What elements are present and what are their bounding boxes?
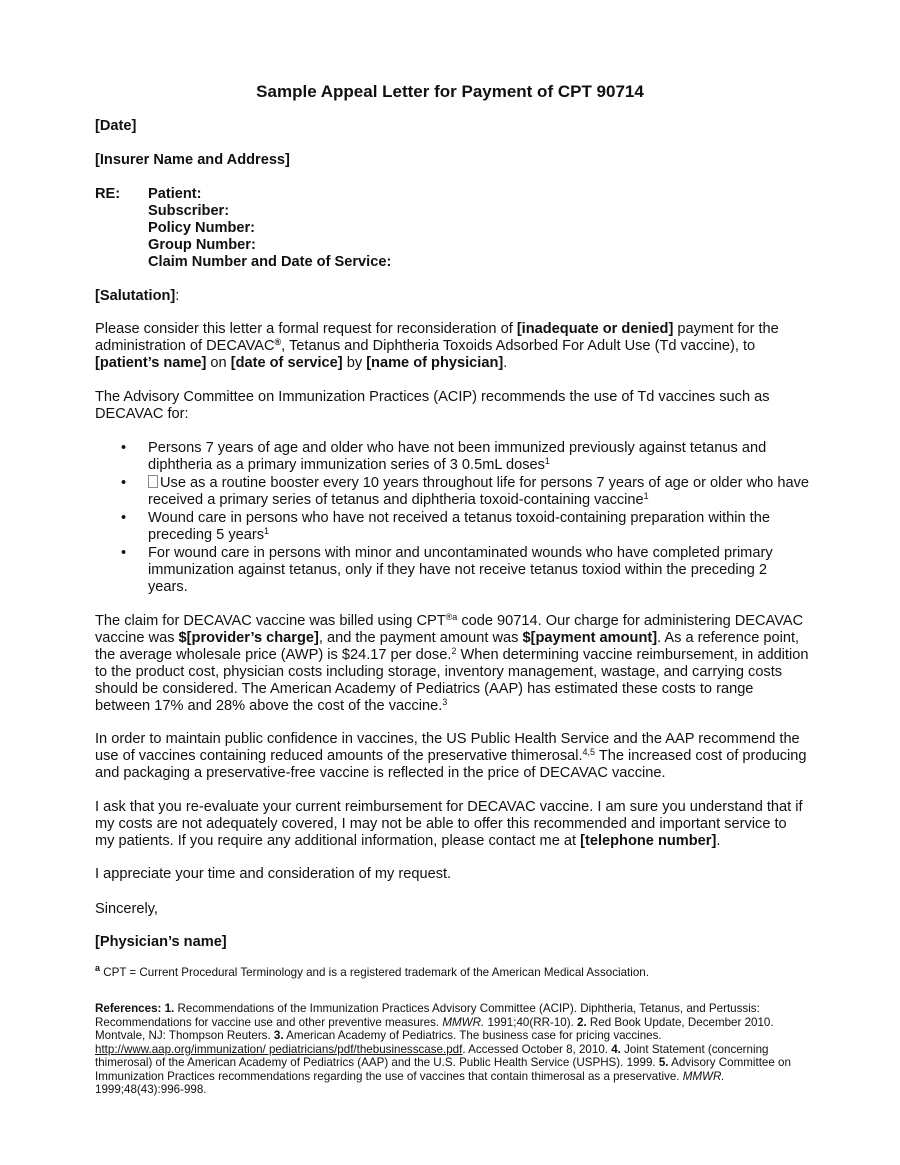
paragraph-acip: The Advisory Committee on Immunization Practices (ACIP) recommends the use of Td vaccines such as DECAVAC for: [95, 389, 770, 422]
physician-name-placeholder: [name of physician] [366, 355, 504, 371]
re-field-policy-number: Policy Number: [148, 220, 256, 236]
paragraph-billing: The claim for DECAVAC vaccine was billed using $CPT^{®a}$ code 90714. Our charge for administering DECAVAC vaccine was $[provider’s charge], and the payment amount was $[payment amount]. As a reference point, the average wholesale price (AWP) is $24.17 per dose.$^2$ When determining vaccine reimbursement, in addition to the product cost, physician costs including storage, inventory management, wastage, and carrying costs should be considered. The American Academy of Pediatrics (AAP) has estimated these costs to range between 17% and 28% above the cost of the vaccine.$^3$ [95, 612, 809, 714]
patient-name-placeholder: [patient’s name] [95, 355, 207, 371]
payment-status-placeholder: [inadequate or denied] [516, 321, 674, 337]
re-label: RE: [95, 186, 121, 202]
paragraph-thimerosal: In order to maintain public confidence in vaccines, the US Public Health Service and the AAP recommend the use of vaccines containing reduced amounts of the preservative thimerosal.$^{4,5}$ The increased cost of producing and packaging a preservative-free vaccine is reflected in the price of DECAVAC vaccine. [95, 731, 807, 781]
bullet-icon: • [121, 510, 127, 526]
salutation-placeholder: [Salutation] [95, 288, 176, 304]
reference-link[interactable]: http://www.aap.org/immunization/ pediatricians/pdf/thebusinesscase.pdf [95, 1042, 463, 1056]
date-of-service-placeholder: [date of service] [230, 355, 343, 371]
footnote: $^a$ CPT = Current Procedural Terminology and is a registered trademark of the American Medical Association. [95, 963, 649, 979]
salutation: [Salutation]: [95, 288, 180, 304]
re-field-subscriber: Subscriber: [148, 203, 230, 219]
paragraph-reevaluate: I ask that you re-evaluate your current reimbursement for DECAVAC vaccine. I am sure you understand that if my costs are not adequately covered, I may not be able to offer this recommended and important service to my patients. If you require any additional information, please contact me at [telephone number]. [95, 799, 803, 849]
telephone-placeholder: [telephone number] [580, 833, 717, 849]
references: References: 1. Recommendations of the Immunization Practices Advisory Committee (ACIP). Diphtheria, Tetanus, and Pertussis: Recommendations for vaccine use and other preventive measures. MMWR. 1991;40(RR-10). 2. Red Book Update, December 2010. Montvale, NJ: Thompson Reuters. 3. American Academy of Pediatrics. The business case for pricing vaccines. http://www.aap.org/immunization/ pediatricians/pdf/thebusinesscase.pdf. Accessed October 8, 2010. 4. Joint Statement (concerning thimerosal) of the American Academy of Pediatrics (AAP) and the U.S. Public Health Service (USPHS). 1999. 5. Advisory Committee on Immunization Practices recommendations regarding the use of vaccines that contain thimerosal as a preservative. MMWR. 1999;48(43):996-998. [95, 1002, 791, 1096]
closing: Sincerely, [95, 901, 158, 917]
document-title: Sample Appeal Letter for Payment of CPT 90714 [256, 82, 644, 101]
payment-amount-placeholder: $[payment amount] [522, 630, 658, 646]
missing-glyph-box-icon [148, 475, 158, 488]
bullet-icon: • [121, 475, 127, 491]
insurer-placeholder: [Insurer Name and Address] [95, 152, 290, 168]
list-item: • For wound care in persons with minor and uncontaminated wounds who have completed primary immunization against tetanus, only if they have not receive tetanus toxiod within the preceding 2 years. [121, 545, 773, 595]
bullet-icon: • [121, 545, 127, 561]
re-field-group-number: Group Number: [148, 237, 256, 253]
re-field-claim-number: Claim Number and Date of Service: [148, 254, 392, 270]
list-item: • Persons 7 years of age and older who have not been immunized previously against tetanus and diphtheria as a primary immunization series of 3 0.5mL doses$^1$ [121, 440, 767, 473]
signature-placeholder: [Physician’s name] [95, 934, 227, 950]
paragraph-appreciation: I appreciate your time and consideration of my request. [95, 866, 452, 882]
provider-charge-placeholder: $[provider’s charge] [178, 630, 319, 646]
paragraph-request: Please consider this letter a formal request for reconsideration of [inadequate or denied] payment for the administration of DECAVAC®, Tetanus and Diphtheria Toxoids Adsorbed For Adult Use (Td vaccine), to [patient’s name] on [date of service] by [name of physician]. [95, 321, 779, 371]
list-item: • Use as a routine booster every 10 years throughout life for persons 7 years of age or older who have received a primary series of tetanus and diphtheria toxoid-containing vaccine$^1$ [121, 475, 809, 508]
re-field-patient: Patient: [148, 186, 202, 202]
list-item: • Wound care in persons who have not received a tetanus toxoid-containing preparation within the preceding 5 years$^1$ [121, 510, 770, 543]
recommendation-list [95, 440, 810, 596]
bullet-icon: • [121, 440, 127, 456]
date-placeholder: [Date] [95, 118, 137, 134]
re-fields [148, 186, 391, 271]
